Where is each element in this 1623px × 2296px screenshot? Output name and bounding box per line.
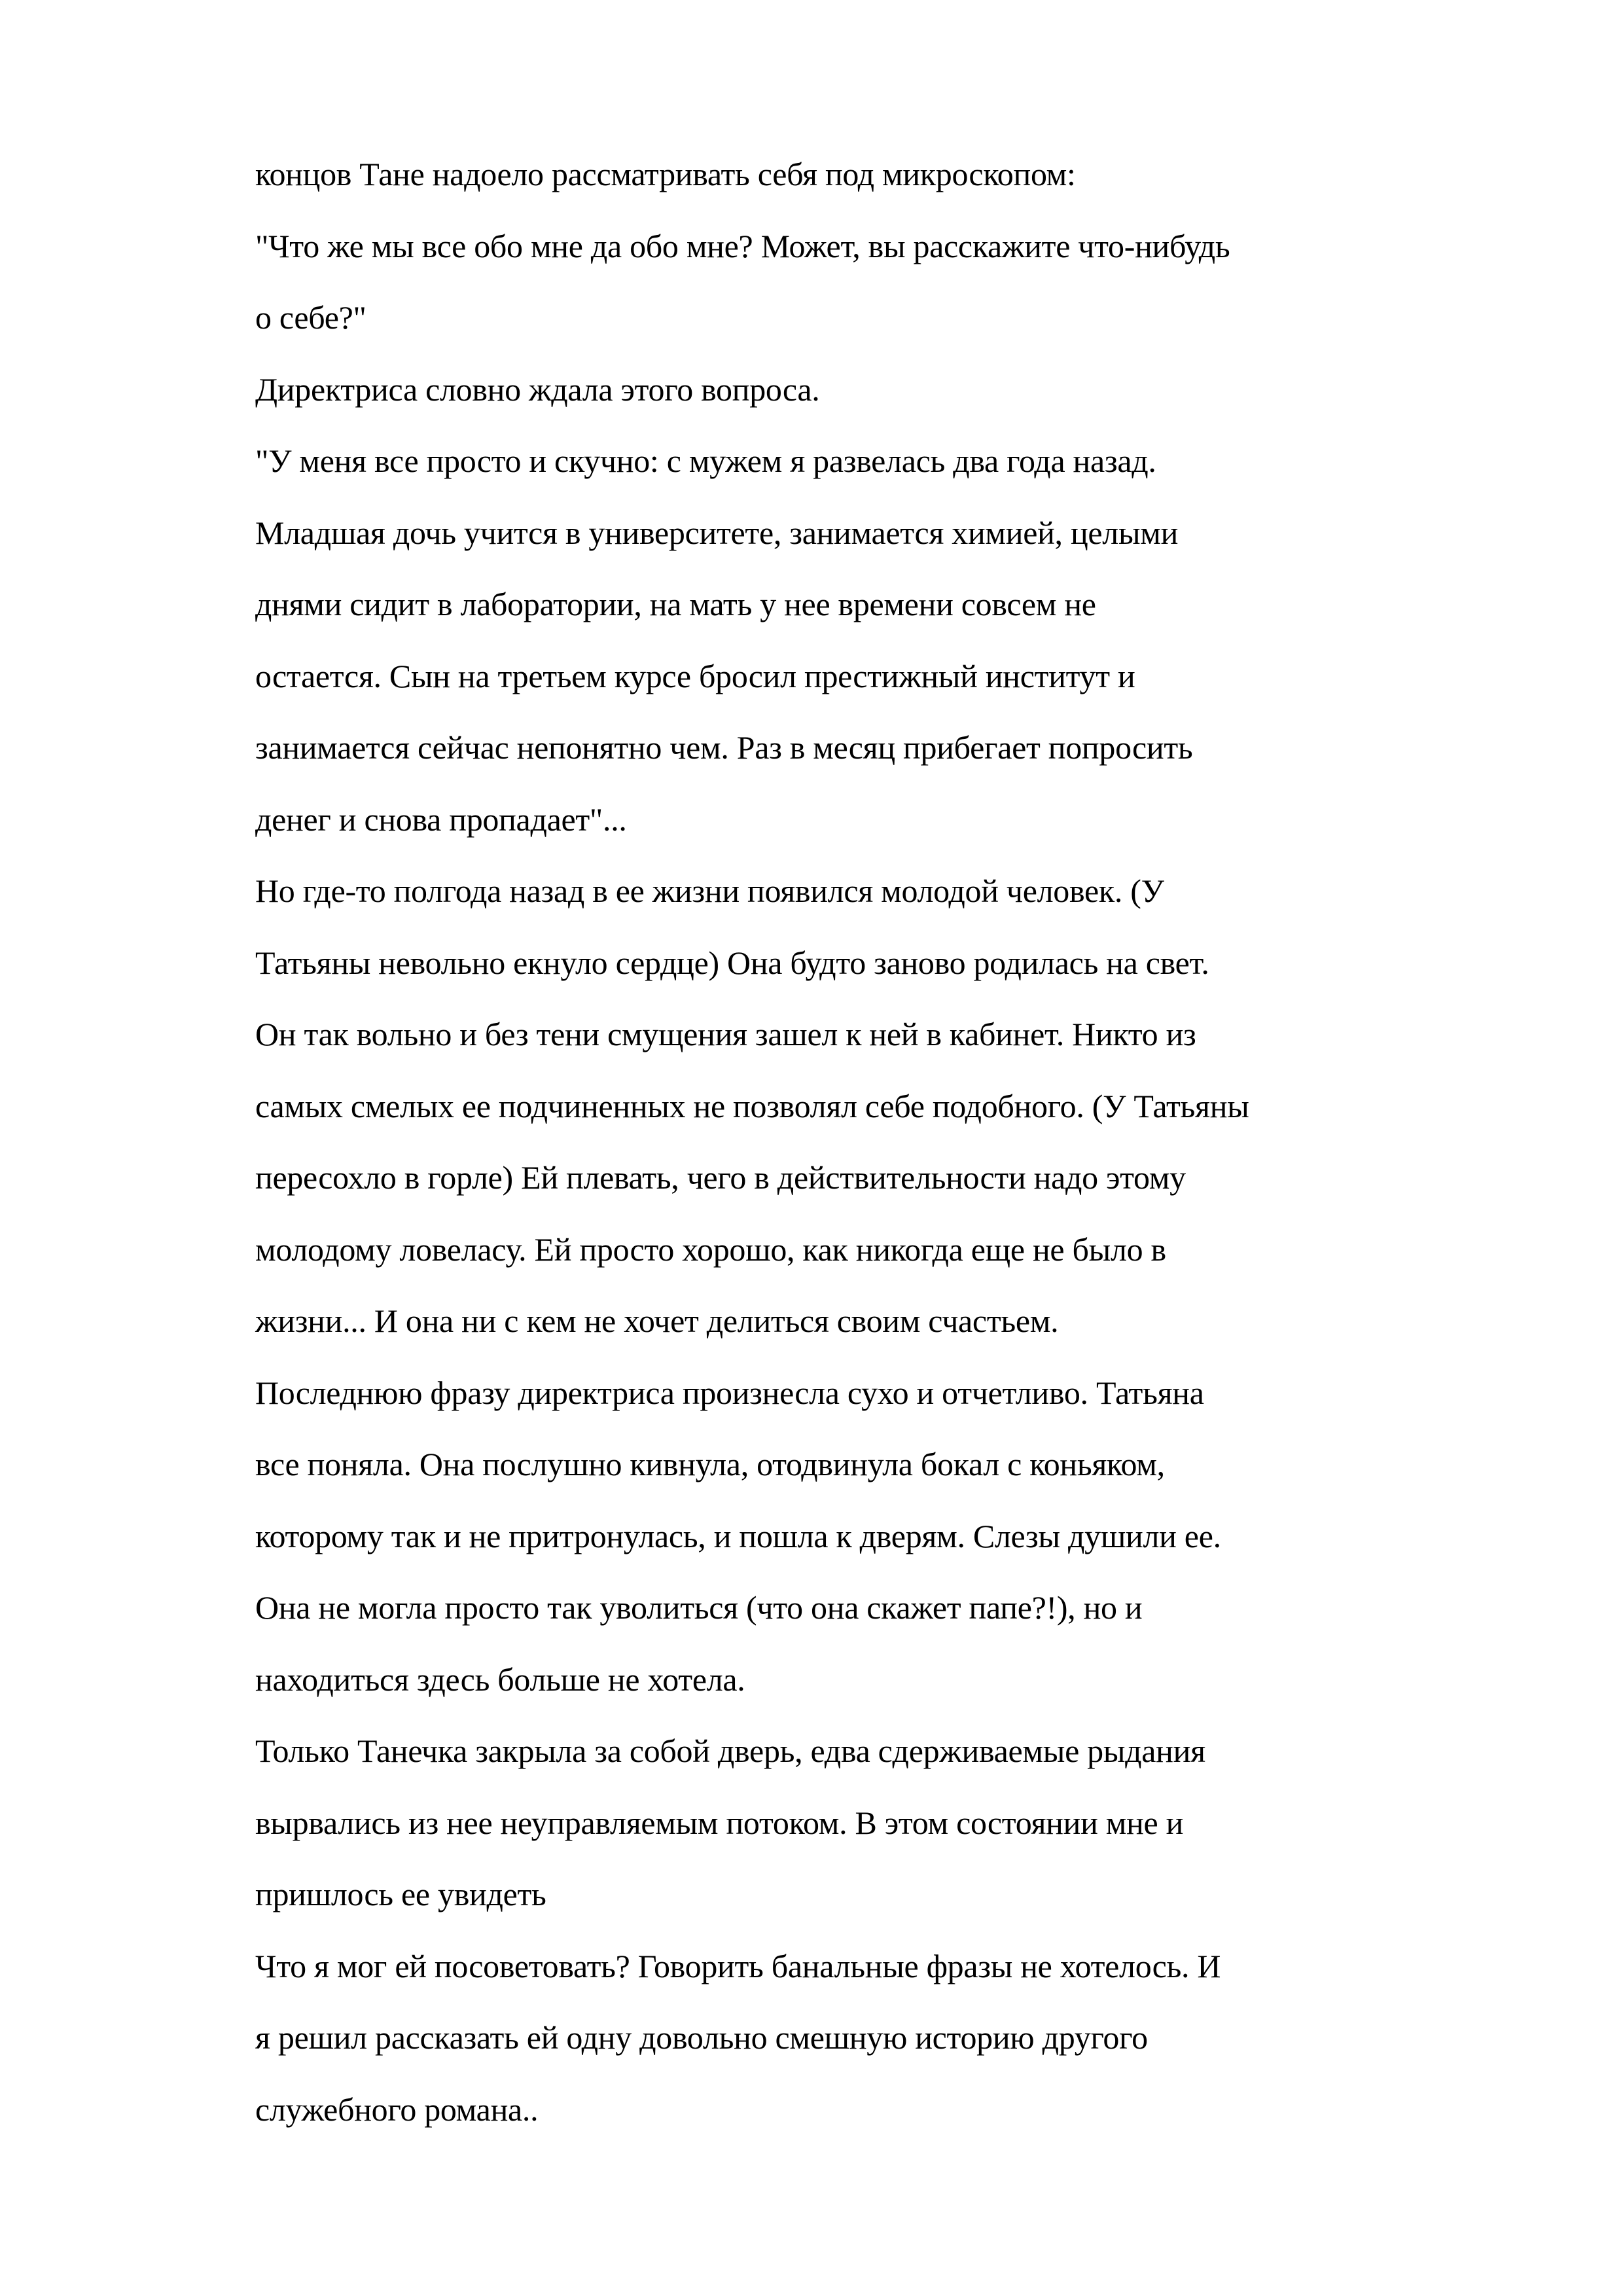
text-line: все поняла. Она послушно кивнула, отодвинула бокал с коньяком, bbox=[255, 1446, 1165, 1482]
text-line: служебного романа.. bbox=[255, 2090, 539, 2128]
text-line: Что я мог ей посоветовать? Говорить банальные фразы не хотелось. И bbox=[255, 1947, 1221, 1984]
text-line: Он так вольно и без тени смущения зашел к ней в кабинет. Никто из bbox=[255, 1016, 1196, 1052]
text-line: жизни... И она ни с кем не хочет делиться своим счастьем. bbox=[255, 1302, 1059, 1339]
text-line: о себе?" bbox=[255, 299, 366, 336]
text-line: концов Тане надоело рассматривать себя под микроскопом: bbox=[255, 156, 1076, 192]
text-line: пришлось ее увидеть bbox=[255, 1876, 546, 1912]
text-line: Директриса словно ждала этого вопроса. bbox=[255, 370, 820, 408]
text-line: Последнюю фразу директриса произнесла сухо и отчетливо. Татьяна bbox=[255, 1374, 1204, 1411]
text-line: денег и снова пропадает"... bbox=[255, 800, 627, 838]
text-line: молодому ловеласу. Ей просто хорошо, как никогда еще не было в bbox=[255, 1230, 1166, 1268]
text-line: "У меня все просто и скучно: с мужем я развелась два года назад. bbox=[255, 442, 1156, 479]
text-line: самых смелых ее подчиненных не позволял себе подобного. (У Татьяны bbox=[255, 1087, 1249, 1124]
document-text-block bbox=[255, 139, 1420, 2145]
text-line: остается. Сын на третьем курсе бросил престижный институт и bbox=[255, 657, 1135, 694]
text-line: "Что же мы все обо мне да обо мне? Может, вы расскажите что-нибудь bbox=[255, 227, 1230, 264]
text-line: Она не могла просто так уволиться (что она скажет папе?!), но и bbox=[255, 1589, 1143, 1626]
text-line: я решил рассказать ей одну довольно смешную историю другого bbox=[255, 2019, 1148, 2056]
text-line: находиться здесь больше не хотела. bbox=[255, 1660, 745, 1698]
text-line: Но где-то полгода назад в ее жизни появился молодой человек. (У bbox=[255, 872, 1164, 909]
text-line: Только Танечка закрыла за собой дверь, едва сдерживаемые рыдания bbox=[255, 1732, 1205, 1769]
text-line: которому так и не притронулась, и пошла к дверям. Слезы душили ее. bbox=[255, 1517, 1221, 1554]
text-line: пересохло в горле) Ей плевать, чего в действительности надо этому bbox=[255, 1159, 1186, 1196]
text-line: занимается сейчас непонятно чем. Раз в месяц прибегает попросить bbox=[255, 729, 1193, 766]
text-line: днями сидит в лаборатории, на мать у нее времени совсем не bbox=[255, 586, 1096, 622]
text-line: Татьяны невольно екнуло сердце) Она будто заново родилась на свет. bbox=[255, 944, 1209, 981]
text-line: вырвались из нее неуправляемым потоком. В этом состоянии мне и bbox=[255, 1804, 1184, 1841]
text-line: Младшая дочь учится в университете, занимается химией, целыми bbox=[255, 514, 1179, 551]
